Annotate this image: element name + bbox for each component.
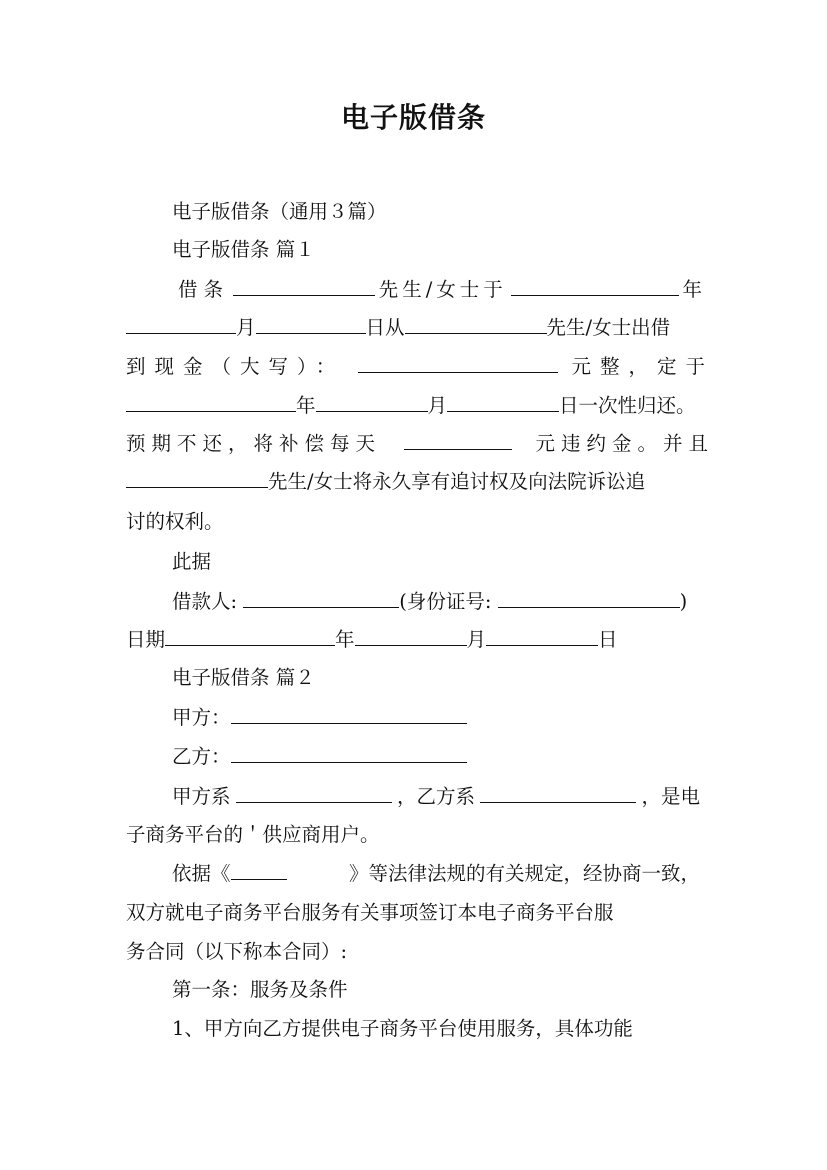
date-day-blank <box>486 628 598 646</box>
iou-line-1 <box>178 278 702 302</box>
article-1-heading: 第一条：服务及条件 <box>172 978 348 1001</box>
text: 日从 <box>365 316 405 339</box>
date-year-blank <box>165 628 335 646</box>
iou-line-7: 讨的权利。 <box>126 510 224 533</box>
party-a-label: 甲方： <box>172 706 231 729</box>
amount-capital-blank <box>358 355 558 373</box>
borrower-signature-line <box>172 590 687 614</box>
contract-para-4: 双方就电子商务平台服务有关事项签订本电子商务平台服 <box>126 901 614 924</box>
borrower-label: 借款人: <box>172 590 238 613</box>
repay-month-blank <box>316 394 428 412</box>
text: 日 <box>598 628 618 651</box>
id-number-blank <box>498 590 680 608</box>
iou-line-5 <box>126 432 714 456</box>
party-b-line <box>172 745 467 769</box>
part2-heading: 电子版借条 篇２ <box>172 666 315 689</box>
text: 月 <box>427 394 448 417</box>
party-a-line <box>172 706 467 730</box>
text: 甲方系 <box>172 785 231 808</box>
text: 年 <box>296 394 316 417</box>
id-close: ) <box>679 590 688 613</box>
iou-line-2 <box>126 316 670 340</box>
date-month-blank <box>355 628 467 646</box>
text: 先生/女士于 <box>378 278 507 301</box>
document-title: 电子版借条 <box>340 101 486 134</box>
text: 》等法律法规的有关规定，经协商一致， <box>348 862 700 885</box>
party-a-role-blank <box>236 785 392 803</box>
iou-line-3 <box>126 355 714 379</box>
lender-name-blank <box>233 278 375 296</box>
loan-day-blank <box>256 316 366 334</box>
part1-heading: 电子版借条 篇１ <box>172 238 315 261</box>
contract-para-1 <box>172 785 700 809</box>
subtitle: 电子版借条（通用３篇） <box>172 200 387 223</box>
party-b-label: 乙方： <box>172 745 231 768</box>
borrower-name-blank <box>405 316 547 334</box>
loan-year-blank <box>511 278 679 296</box>
text: ，是电 <box>641 785 700 808</box>
clause-1: 1、甲方向乙方提供电子商务平台使用服务，具体功能 <box>172 1017 633 1040</box>
law-name-blank <box>231 862 287 880</box>
iou-line-6 <box>126 470 645 494</box>
loan-month-blank <box>126 316 236 334</box>
party-b-blank <box>231 745 467 763</box>
borrower-signature-blank <box>243 590 399 608</box>
text <box>172 862 287 886</box>
ciju-text: 此据 <box>172 550 212 573</box>
text: ，乙方系 <box>396 785 475 808</box>
contract-para-5: 务合同（以下称本合同）: <box>126 940 348 963</box>
text: 元整，定于 <box>571 355 714 378</box>
creditor-name-blank <box>126 470 268 488</box>
text: 预期不还，将补偿每天 <box>126 432 382 455</box>
id-label: (身份证号: <box>399 590 492 613</box>
text: 元违约金。并且 <box>535 432 714 455</box>
party-a-blank <box>231 706 467 724</box>
text: 年 <box>682 278 702 301</box>
text: 月 <box>466 628 487 651</box>
text: 依据《 <box>172 862 231 885</box>
text: 到现金（大写）： <box>126 355 345 378</box>
repay-year-blank <box>126 394 296 412</box>
text: 年 <box>335 628 355 651</box>
date-line <box>126 628 618 652</box>
contract-para-3 <box>172 862 700 886</box>
penalty-amount-blank <box>404 432 512 450</box>
text: 先生/女士出借 <box>546 316 671 339</box>
party-b-role-blank <box>480 785 636 803</box>
date-label: 日期 <box>126 628 166 651</box>
text: 借条 <box>178 278 230 301</box>
text: 月 <box>236 316 256 339</box>
contract-para-2: 子商务平台的＇供应商用户。 <box>126 823 380 846</box>
repay-day-blank <box>447 394 559 412</box>
text: 日一次性归还。 <box>559 394 696 417</box>
text: 先生/女士将永久享有追讨权及向法院诉讼追 <box>268 470 646 493</box>
iou-line-4 <box>126 394 696 418</box>
